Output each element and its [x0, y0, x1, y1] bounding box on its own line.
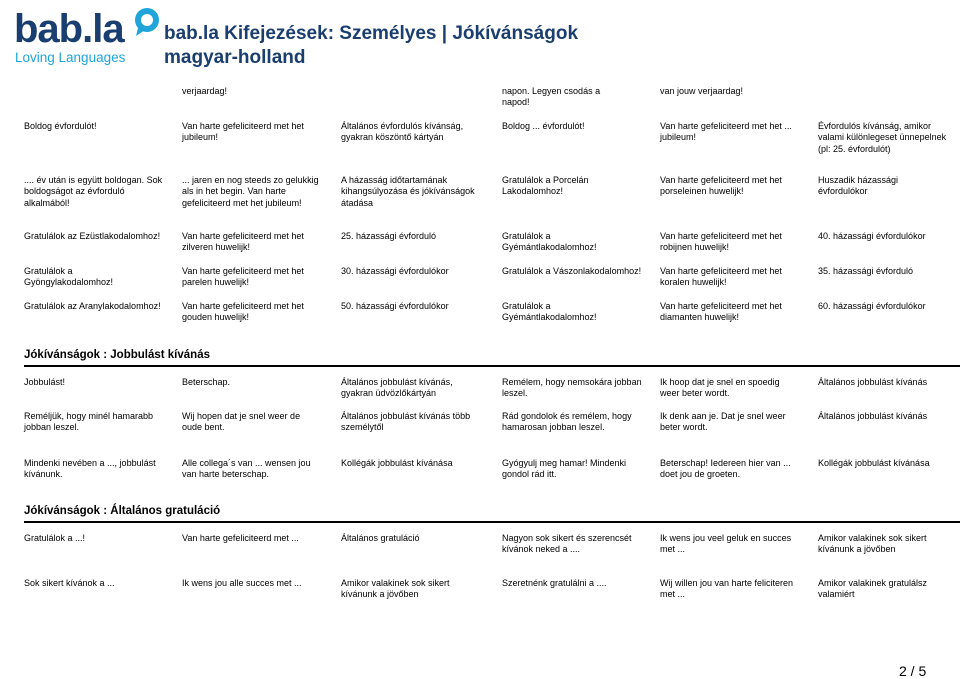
section-heading: Jókívánságok : Általános gratuláció	[24, 505, 221, 517]
table-cell: Amikor valakinek sok sikert kívánunk a jövőben	[818, 533, 927, 555]
table-cell: Kollégák jobbulást kívánása	[818, 458, 930, 468]
table-cell: Gratulálok a Gyémántlakodalomhoz!	[502, 301, 597, 323]
table-cell: Wij willen jou van harte feliciteren met ...	[660, 578, 794, 600]
table-cell: Van harte gefeliciteerd met het ... jubileum!	[660, 121, 792, 143]
table-cell: Beterschap! Iedereen hier van ... doet jou de groeten.	[660, 458, 791, 480]
table-cell: 60. házassági évfordulókor	[818, 301, 926, 311]
table-cell: Beterschap.	[182, 377, 231, 387]
table-cell: van jouw verjaardag!	[660, 86, 744, 96]
table-cell: Boldog évfordulót!	[24, 121, 97, 131]
table-cell: Van harte gefeliciteerd met het parelen huwelijk!	[182, 266, 304, 288]
table-cell: Gyógyulj meg hamar! Mindenki gondol rád itt.	[502, 458, 627, 480]
logo-tagline: Loving Languages	[15, 50, 126, 65]
page-title	[164, 22, 578, 70]
page-number: 2 / 5	[899, 663, 927, 679]
table-cell: Boldog ... évfordulót!	[502, 121, 585, 131]
table-cell: Gratulálok az Aranylakodalomhoz!	[24, 301, 161, 311]
table-cell: .... év után is együtt boldogan. Sok boldogságot az évforduló alkalmából!	[24, 175, 163, 208]
table-cell: Gratulálok a Gyöngylakodalomhoz!	[24, 266, 114, 288]
table-cell: Általános jobbulást kívánás több személytől	[341, 411, 471, 433]
table-cell: Wij hopen dat je snel weer de oude bent.	[182, 411, 301, 433]
table-cell: Van harte gefeliciteerd met het zilveren huwelijk!	[182, 231, 304, 253]
table-cell: Általános jobbulást kívánás	[818, 411, 928, 421]
table-cell: Huszadik házassági évfordulókor	[818, 175, 899, 197]
table-cell: Szeretnénk gratulálni a ....	[502, 578, 607, 588]
table-cell: napon. Legyen csodás a napod!	[502, 86, 601, 108]
table-cell: Ik denk aan je. Dat je snel weer beter wordt.	[660, 411, 786, 433]
table-cell: 30. házassági évfordulókor	[341, 266, 449, 276]
table-cell: Van harte gefeliciteerd met het jubileum!	[182, 121, 304, 143]
table-cell: Gratulálok a Vászonlakodalomhoz!	[502, 266, 642, 276]
table-cell: 50. házassági évfordulókor	[341, 301, 449, 311]
table-cell: 35. házassági évforduló	[818, 266, 914, 276]
table-cell: Remélem, hogy nemsokára jobban leszel.	[502, 377, 642, 399]
table-cell: Nagyon sok sikert és szerencsét kívánok neked a ....	[502, 533, 632, 555]
table-cell: Amikor valakinek gratulálsz valamiért	[818, 578, 928, 600]
table-cell: Van harte gefeliciteerd met ...	[182, 533, 299, 543]
table-cell: Gratulálok a Gyémántlakodalomhoz!	[502, 231, 597, 253]
table-cell: Általános jobbulást kívánás, gyakran üdvözlőkártyán	[341, 377, 453, 399]
table-cell: 40. házassági évfordulókor	[818, 231, 926, 241]
table-cell: Van harte gefeliciteerd met het robijnen huwelijk!	[660, 231, 782, 253]
table-cell: ... jaren en nog steeds zo gelukkig als in het begin. Van harte gefeliciteerd met het jubileum!	[182, 175, 319, 208]
table-cell: Általános jobbulást kívánás	[818, 377, 928, 387]
page-title-line2: magyar-holland	[164, 47, 306, 68]
table-cell: Alle collega´s van ... wensen jou van harte beterschap.	[182, 458, 311, 480]
table-cell: Van harte gefeliciteerd met het diamanten huwelijk!	[660, 301, 782, 323]
speech-bubble-icon	[132, 6, 162, 36]
table-cell: Általános gratuláció	[341, 533, 420, 543]
table-cell: Van harte gefeliciteerd met het porseleinen huwelijk!	[660, 175, 782, 197]
section-heading: Jókívánságok : Jobbulást kívánás	[24, 349, 210, 361]
page-title-line1: bab.la Kifejezések: Személyes | Jókívánságok	[164, 23, 579, 44]
table-cell: Ik hoop dat je snel en spoedig weer beter wordt.	[660, 377, 780, 399]
table-cell: Van harte gefeliciteerd met het gouden huwelijk!	[182, 301, 304, 323]
table-cell: verjaardag!	[182, 86, 228, 96]
table-cell: Reméljük, hogy minél hamarabb jobban leszel.	[24, 411, 154, 433]
table-cell: Van harte gefeliciteerd met het koralen huwelijk!	[660, 266, 782, 288]
table-cell: 25. házassági évforduló	[341, 231, 437, 241]
table-cell: Gratulálok az Ezüstlakodalomhoz!	[24, 231, 161, 241]
table-cell: Kollégák jobbulást kívánása	[341, 458, 453, 468]
table-cell: Általános évfordulós kívánság, gyakran köszöntő kártyán	[341, 121, 464, 143]
babla-logo[interactable]	[14, 6, 154, 68]
table-cell: Mindenki nevében a ..., jobbulást kívánunk.	[24, 458, 156, 480]
section-divider	[24, 521, 960, 523]
section-divider	[24, 365, 960, 367]
table-cell: Rád gondolok és remélem, hogy hamarosan jobban leszel.	[502, 411, 632, 433]
table-cell: Amikor valakinek sok sikert kívánunk a jövőben	[341, 578, 450, 600]
table-cell: Jobbulást!	[24, 377, 66, 387]
logo-wordmark: bab.la	[14, 7, 124, 51]
table-cell: Ik wens jou alle succes met ...	[182, 578, 302, 588]
table-cell: Sok sikert kívánok a ...	[24, 578, 115, 588]
table-cell: A házasság időtartamának kihangsúlyozása és jókívánságok átadása	[341, 175, 475, 208]
table-cell: Ik wens jou veel geluk en succes met ...	[660, 533, 792, 555]
table-cell: Gratulálok a Porcelán Lakodalomhoz!	[502, 175, 589, 197]
table-cell: Gratulálok a ...!	[24, 533, 86, 543]
table-cell: Évfordulós kívánság, amikor valami különlegeset ünnepelnek (pl: 25. évfordulót)	[818, 121, 947, 154]
